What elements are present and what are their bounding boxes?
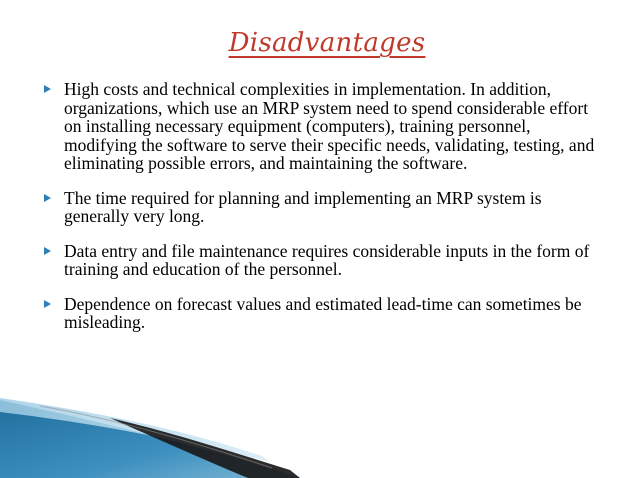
bullet-text: Data entry and file maintenance requires considerable inputs in the form of training and education of the personnel.	[64, 240, 590, 279]
triangle-right-icon	[44, 85, 51, 93]
bullet-item-time	[44, 189, 604, 226]
triangle-right-icon	[44, 247, 51, 255]
bullet-text: The time required for planning and implementing an MRP system is generally very long.	[64, 187, 542, 226]
slide-title: Disadvantages	[228, 28, 426, 58]
bullet-text: High costs and technical complexities in implementation. In addition, organizations, which use an MRP system need to spend considerable effort on installing necessary equipment (computers), training personnel, modifying the software to serve their specific needs, validating, testing, and eliminating possible errors, and maintaining the software.	[64, 79, 595, 173]
bullet-item-costs	[44, 80, 604, 173]
bullet-list	[44, 80, 604, 348]
triangle-right-icon	[44, 300, 51, 308]
bullet-text: Dependence on forecast values and estimated lead-time can sometimes be misleading.	[64, 293, 582, 332]
triangle-right-icon	[44, 194, 51, 202]
bullet-item-data-entry	[44, 242, 604, 279]
bullet-item-forecast	[44, 295, 604, 332]
